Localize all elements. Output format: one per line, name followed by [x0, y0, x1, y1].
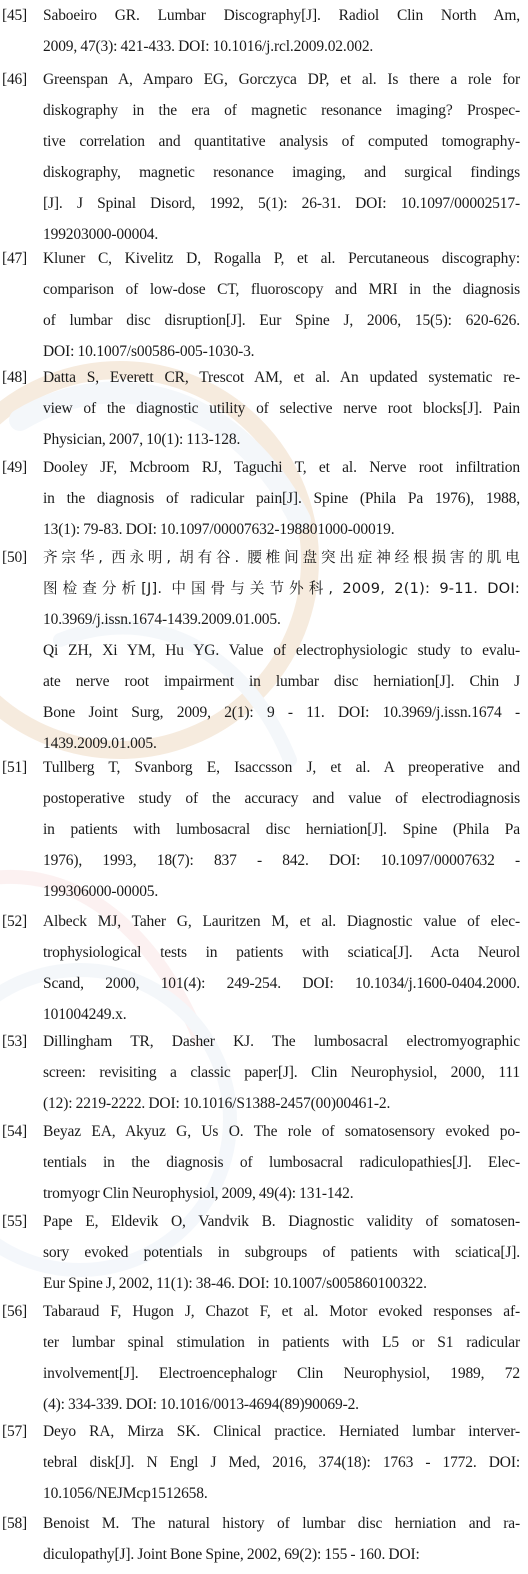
- reference-line: Datta S, Everett CR, Trescot AM, et al. An updated systematic re-: [43, 369, 520, 386]
- reference-line: involvement[J]. Electroencephalogr Clin Neurophysiol, 1989, 72: [43, 1365, 520, 1382]
- reference-line: Albeck MJ, Taher G, Lauritzen M, et al. Diagnostic value of elec-: [43, 913, 520, 930]
- reference-item: [0, 64, 520, 250]
- reference-line: DOI: 10.1007/s00586-005-1030-3.: [43, 343, 255, 360]
- reference-line: comparison of low-dose CT, fluoroscopy and MRI in the diagnosis: [43, 281, 520, 298]
- reference-number: [56]: [2, 1303, 28, 1320]
- reference-item: [0, 452, 520, 545]
- reference-line: 齐宗华, 西永明, 胡有谷. 腰椎间盘突出症神经根损害的肌电: [43, 549, 520, 566]
- reference-line: of lumbar disc disruption[J]. Eur Spine J, 2006, 15(5): 620-626.: [43, 312, 520, 329]
- reference-line: Greenspan A, Amparo EG, Gorczyca DP, et al. Is there a role for: [43, 71, 520, 88]
- reference-line: tromyogr Clin Neurophysiol, 2009, 49(4): 131-142.: [43, 1185, 354, 1202]
- reference-number: [58]: [2, 1515, 28, 1532]
- reference-line: in patients with lumbosacral disc herniation[J]. Spine (Phila Pa: [43, 821, 520, 838]
- reference-text: [43, 1116, 520, 1209]
- reference-line: diskography in the era of magnetic resonance imaging? Prospec-: [43, 102, 520, 119]
- reference-text: [43, 0, 520, 62]
- reference-number: [48]: [2, 369, 28, 386]
- reference-line: Pape E, Eldevik O, Vandvik B. Diagnostic validity of somatosen-: [43, 1213, 520, 1230]
- reference-item: [0, 1508, 520, 1570]
- reference-line: diculopathy[J]. Joint Bone Spine, 2002, 69(2): 155 - 160. DOI:: [43, 1546, 420, 1563]
- reference-item: [0, 906, 520, 1030]
- reference-line: 199306000-00005.: [43, 883, 159, 900]
- reference-line: Dillingham TR, Dasher KJ. The lumbosacral electromyographic: [43, 1033, 520, 1050]
- reference-line: diskography, magnetic resonance imaging, and surgical findings: [43, 164, 520, 181]
- reference-text: [43, 1026, 520, 1119]
- reference-line: Physician, 2007, 10(1): 113-128.: [43, 431, 241, 448]
- reference-item: [0, 1026, 520, 1119]
- reference-line: (4): 334-339. DOI: 10.1016/0013-4694(89)90069-2.: [43, 1396, 359, 1413]
- reference-number: [54]: [2, 1123, 28, 1140]
- reference-line: Benoist M. The natural history of lumbar disc herniation and ra-: [43, 1515, 520, 1532]
- reference-line: Dooley JF, Mcbroom RJ, Taguchi T, et al. Nerve root infiltration: [43, 459, 520, 476]
- reference-number: [51]: [2, 759, 28, 776]
- reference-text: [43, 243, 520, 367]
- reference-text: [43, 1296, 520, 1420]
- reference-line: view of the diagnostic utility of selective nerve root blocks[J]. Pain: [43, 400, 520, 417]
- reference-text: [43, 542, 520, 759]
- reference-text: [43, 452, 520, 545]
- reference-line: [J]. J Spinal Disord, 1992, 5(1): 26-31. DOI: 10.1097/00002517-: [43, 195, 520, 212]
- reference-number: [47]: [2, 250, 28, 267]
- reference-item: [0, 0, 520, 62]
- reference-line: (12): 2219-2222. DOI: 10.1016/S1388-2457(00)00461-2.: [43, 1095, 391, 1112]
- reference-line: ter lumbar spinal stimulation in patients with L5 or S1 radicular: [43, 1334, 520, 1351]
- reference-line: 101004249.x.: [43, 1006, 127, 1023]
- reference-line: 1439.2009.01.005.: [43, 735, 157, 752]
- reference-line: 10.3969/j.issn.1674-1439.2009.01.005.: [43, 611, 281, 628]
- reference-line: sory evoked potentials in subgroups of patients with sciatica[J].: [43, 1244, 520, 1261]
- reference-line: 1976), 1993, 18(7): 837 - 842. DOI: 10.1097/00007632 -: [43, 852, 520, 869]
- reference-line: Deyo RA, Mirza SK. Clinical practice. Herniated lumbar interver-: [43, 1423, 520, 1440]
- reference-text: [43, 1416, 520, 1509]
- reference-text: [43, 1508, 520, 1570]
- reference-line: Scand, 2000, 101(4): 249-254. DOI: 10.1034/j.1600-0404.2000.: [43, 975, 520, 992]
- reference-number: [52]: [2, 913, 28, 930]
- reference-line: Tabaraud F, Hugon J, Chazot F, et al. Motor evoked responses af-: [43, 1303, 520, 1320]
- reference-item: [0, 362, 520, 455]
- reference-item: [0, 1296, 520, 1420]
- reference-item: [0, 243, 520, 367]
- reference-number: [55]: [2, 1213, 28, 1230]
- reference-number: [45]: [2, 7, 28, 24]
- reference-text: [43, 752, 520, 907]
- reference-line: Beyaz EA, Akyuz G, Us O. The role of somatosensory evoked po-: [43, 1123, 520, 1140]
- reference-text: [43, 906, 520, 1030]
- reference-line: postoperative study of the accuracy and value of electrodiagnosis: [43, 790, 520, 807]
- reference-line: Eur Spine J, 2002, 11(1): 38-46. DOI: 10.1007/s005860100322.: [43, 1275, 427, 1292]
- reference-number: [57]: [2, 1423, 28, 1440]
- reference-item: [0, 1206, 520, 1299]
- reference-line: screen: revisiting a classic paper[J]. Clin Neurophysiol, 2000, 111: [43, 1064, 520, 1081]
- reference-item: [0, 542, 520, 759]
- reference-item: [0, 1416, 520, 1509]
- reference-line: Qi ZH, Xi YM, Hu YG. Value of electrophysiologic study to evalu-: [43, 642, 520, 659]
- reference-number: [53]: [2, 1033, 28, 1050]
- reference-item: [0, 752, 520, 907]
- reference-line: trophysiological tests in patients with sciatica[J]. Acta Neurol: [43, 944, 520, 961]
- reference-line: 2009, 47(3): 421-433. DOI: 10.1016/j.rcl.2009.02.002.: [43, 38, 374, 55]
- reference-line: Saboeiro GR. Lumbar Discography[J]. Radiol Clin North Am,: [43, 7, 520, 24]
- reference-line: 199203000-00004.: [43, 226, 159, 243]
- reference-text: [43, 1206, 520, 1299]
- reference-line: tentials in the diagnosis of lumbosacral radiculopathies[J]. Elec-: [43, 1154, 520, 1171]
- reference-number: [50]: [2, 549, 28, 566]
- reference-text: [43, 64, 520, 250]
- reference-number: [49]: [2, 459, 28, 476]
- reference-line: Tullberg T, Svanborg E, Isaccsson J, et al. A preoperative and: [43, 759, 520, 776]
- reference-line: tive correlation and quantitative analysis of computed tomography-: [43, 133, 520, 150]
- reference-line: 13(1): 79-83. DOI: 10.1097/00007632-198801000-00019.: [43, 521, 395, 538]
- reference-line: 图检查分析[J]. 中国骨与关节外科, 2009, 2(1): 9-11. DOI:: [43, 580, 520, 597]
- reference-line: Kluner C, Kivelitz D, Rogalla P, et al. Percutaneous discography:: [43, 250, 520, 267]
- reference-line: 10.1056/NEJMcp1512658.: [43, 1485, 208, 1502]
- reference-item: [0, 1116, 520, 1209]
- reference-text: [43, 362, 520, 455]
- reference-line: tebral disk[J]. N Engl J Med, 2016, 374(18): 1763 - 1772. DOI:: [43, 1454, 520, 1471]
- reference-line: in the diagnosis of radicular pain[J]. Spine (Phila Pa 1976), 1988,: [43, 490, 520, 507]
- reference-line: Bone Joint Surg, 2009, 2(1): 9 - 11. DOI: 10.3969/j.issn.1674 -: [43, 704, 520, 721]
- reference-line: ate nerve root impairment in lumbar disc herniation[J]. Chin J: [43, 673, 520, 690]
- reference-number: [46]: [2, 71, 28, 88]
